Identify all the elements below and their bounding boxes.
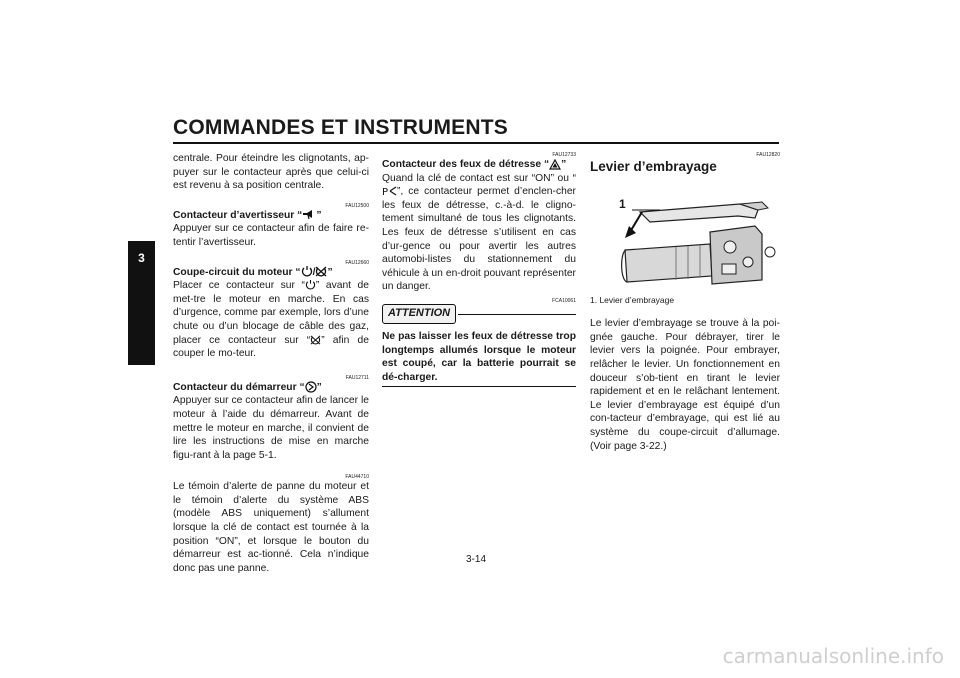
clutch-lever-figure bbox=[590, 192, 780, 292]
title-rule bbox=[173, 142, 779, 144]
start-switch-heading: Contacteur du démarreur “ ” bbox=[173, 381, 322, 393]
starter-icon bbox=[305, 381, 317, 393]
hazard-switch-heading: Contacteur des feux de détresse “ ” bbox=[382, 159, 567, 170]
figure-caption: 1. Levier d’embrayage bbox=[590, 294, 675, 305]
horn-switch-heading: Contacteur d’avertisseur “ ” bbox=[173, 209, 322, 221]
section-code: FAU12711 bbox=[345, 374, 369, 381]
engine-stop-text: Placer ce contacteur sur “ ” avant de met-tre le moteur en marche. En cas d’urgence, comme par exemple, lors d’une chute ou d’un blocage de câble des gaz, placer ce contacteur sur “ ” afin de couper le mo-teur. bbox=[173, 280, 369, 360]
horn-icon bbox=[302, 210, 316, 220]
section-code: FAU12820 bbox=[756, 152, 780, 158]
section-code: FAU12660 bbox=[345, 259, 369, 266]
start-switch-text: Appuyer sur ce contacteur afin de lancer le moteur à l’aide du démarreur. Avant de mettre le moteur en marche, il convient de lire les instructions de mise en marche figu-rant à la page 5-1. bbox=[173, 395, 369, 461]
page-title: COMMANDES ET INSTRUMENTS bbox=[173, 116, 508, 139]
column-1 bbox=[173, 152, 369, 575]
warning-light-text: Le témoin d’alerte de panne du moteur et le témoin d’alerte du système ABS (modèle ABS uniquement) s’allument lorsque la clé de contact est tournée à la position “ON”, et lorsque le bouton du démarreur est ac-tionné. Cela n’indique donc pas une panne. bbox=[173, 481, 369, 574]
engine-stop-icon bbox=[315, 266, 327, 277]
column-2 bbox=[382, 152, 576, 387]
attention-banner bbox=[382, 304, 576, 324]
horn-switch-text: Appuyer sur ce contacteur afin de faire re-tentir l’avertisseur. bbox=[173, 223, 369, 248]
section-code: FAU12500 bbox=[345, 202, 369, 209]
column-3 bbox=[590, 152, 780, 453]
engine-stop-heading: Coupe-circuit du moteur “ / ” bbox=[173, 266, 333, 278]
section-heading: Levier d’embrayage bbox=[590, 159, 717, 174]
page-number: 3-14 bbox=[466, 554, 487, 565]
section-code: FAU44710 bbox=[345, 474, 369, 481]
engine-run-icon bbox=[305, 280, 316, 290]
hazard-icon bbox=[549, 159, 561, 170]
watermark: carmanualsonline.info bbox=[722, 644, 944, 668]
section-code: FCA10061 bbox=[552, 297, 576, 304]
svg-text:P: P bbox=[382, 187, 389, 197]
parking-key-icon bbox=[382, 186, 397, 196]
clutch-lever-text: Le levier d’embrayage se trouve à la poi-gnée gauche. Pour débrayer, tirer le levier vers la poignée. Pour embrayer, relâcher le levier. Un fonctionnement en douceur s’ob-tient en tirant le levier rapidement et en le relâchant lentement. Le levier d’embrayage est équipé d’un con-tacteur d’embrayage, qui est lié au système du coupe-circuit d’allumage. (Voir page 3-22.) bbox=[590, 318, 780, 452]
figure-callout: 1 bbox=[619, 196, 626, 211]
hazard-switch-text: Quand la clé de contact est sur “ON” ou “ P ”, ce contacteur permet d’enclen-cher les feux de détresse, c.-à-d. le cligno-tement simultané de tous les clignotants. Les feux de détresse s’utilisent en cas d’ur-gence ou pour avertir les autres automobi-listes du stationnement du véhicule à un en-droit pouvant représenter un danger. bbox=[382, 172, 576, 293]
section-code: FAU12733 bbox=[552, 152, 576, 158]
attention-text: Ne pas laisser les feux de détresse trop longtemps allumés lorsque le moteur est coupé, car la batterie pourrait se dé-charger. bbox=[382, 330, 576, 387]
attention-label: ATTENTION bbox=[382, 304, 456, 324]
engine-run-icon bbox=[301, 266, 313, 277]
engine-stop-icon bbox=[310, 335, 321, 345]
intro-text: centrale. Pour éteindre les clignotants, ap-puyer sur le contacteur après que celui-ci est revenu à sa position centrale. bbox=[173, 153, 369, 192]
attention-rule bbox=[458, 314, 576, 316]
chapter-tab: 3 bbox=[128, 241, 155, 365]
